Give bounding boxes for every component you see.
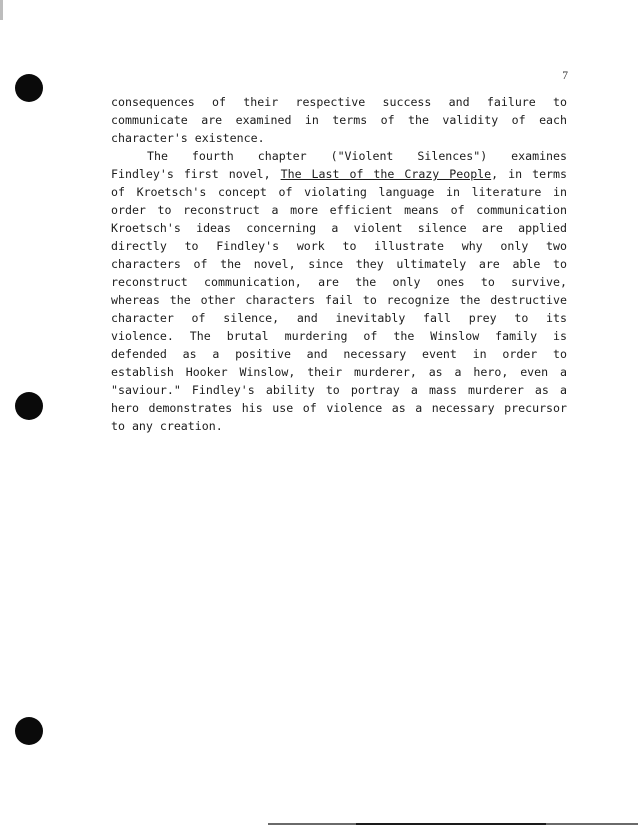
binder-hole-middle [15,392,43,420]
text-fragment: , in terms [491,167,567,181]
text-line: character's existence. [111,131,265,145]
text-line: communicate are examined in terms of the validity of each [111,113,567,127]
body-text [111,93,567,435]
text-line: of Kroetsch's concept of violating language in literature in [111,185,567,199]
novel-title: The Last of the Crazy People [280,167,492,181]
text-fragment: Findley's first novel, [111,167,281,181]
text-line: Kroetsch's ideas concerning a violent silence are applied [111,221,567,235]
text-line: "saviour." Findley's ability to portray a mass murderer as a [111,383,567,397]
text-line: characters of the novel, since they ultimately are able to [111,257,567,271]
scan-edge-mark [0,0,3,20]
text-line: order to reconstruct a more efficient means of communication [111,203,567,217]
scan-bottom-edge-dark [356,823,546,825]
text-line: The fourth chapter ("Violent Silences") examines [147,149,567,163]
text-line: violence. The brutal murdering of the Winslow family is [111,329,567,343]
text-line: to any creation. [111,419,223,433]
page-number: 7 [562,70,568,82]
text-line: reconstruct communication, are the only ones to survive, [111,275,567,289]
text-line: consequences of their respective success and failure to [111,95,567,109]
text-line: establish Hooker Winslow, their murderer, as a hero, even a [111,365,567,379]
binder-hole-bottom [15,717,43,745]
text-line: directly to Findley's work to illustrate why only two [111,239,567,253]
binder-hole-top [15,74,43,102]
text-line: character of silence, and inevitably fall prey to its [111,311,567,325]
text-line-with-title [111,165,567,183]
text-line: defended as a positive and necessary event in order to [111,347,567,361]
text-line: hero demonstrates his use of violence as a necessary precursor [111,401,567,415]
text-line: whereas the other characters fail to recognize the destructive [111,293,567,307]
